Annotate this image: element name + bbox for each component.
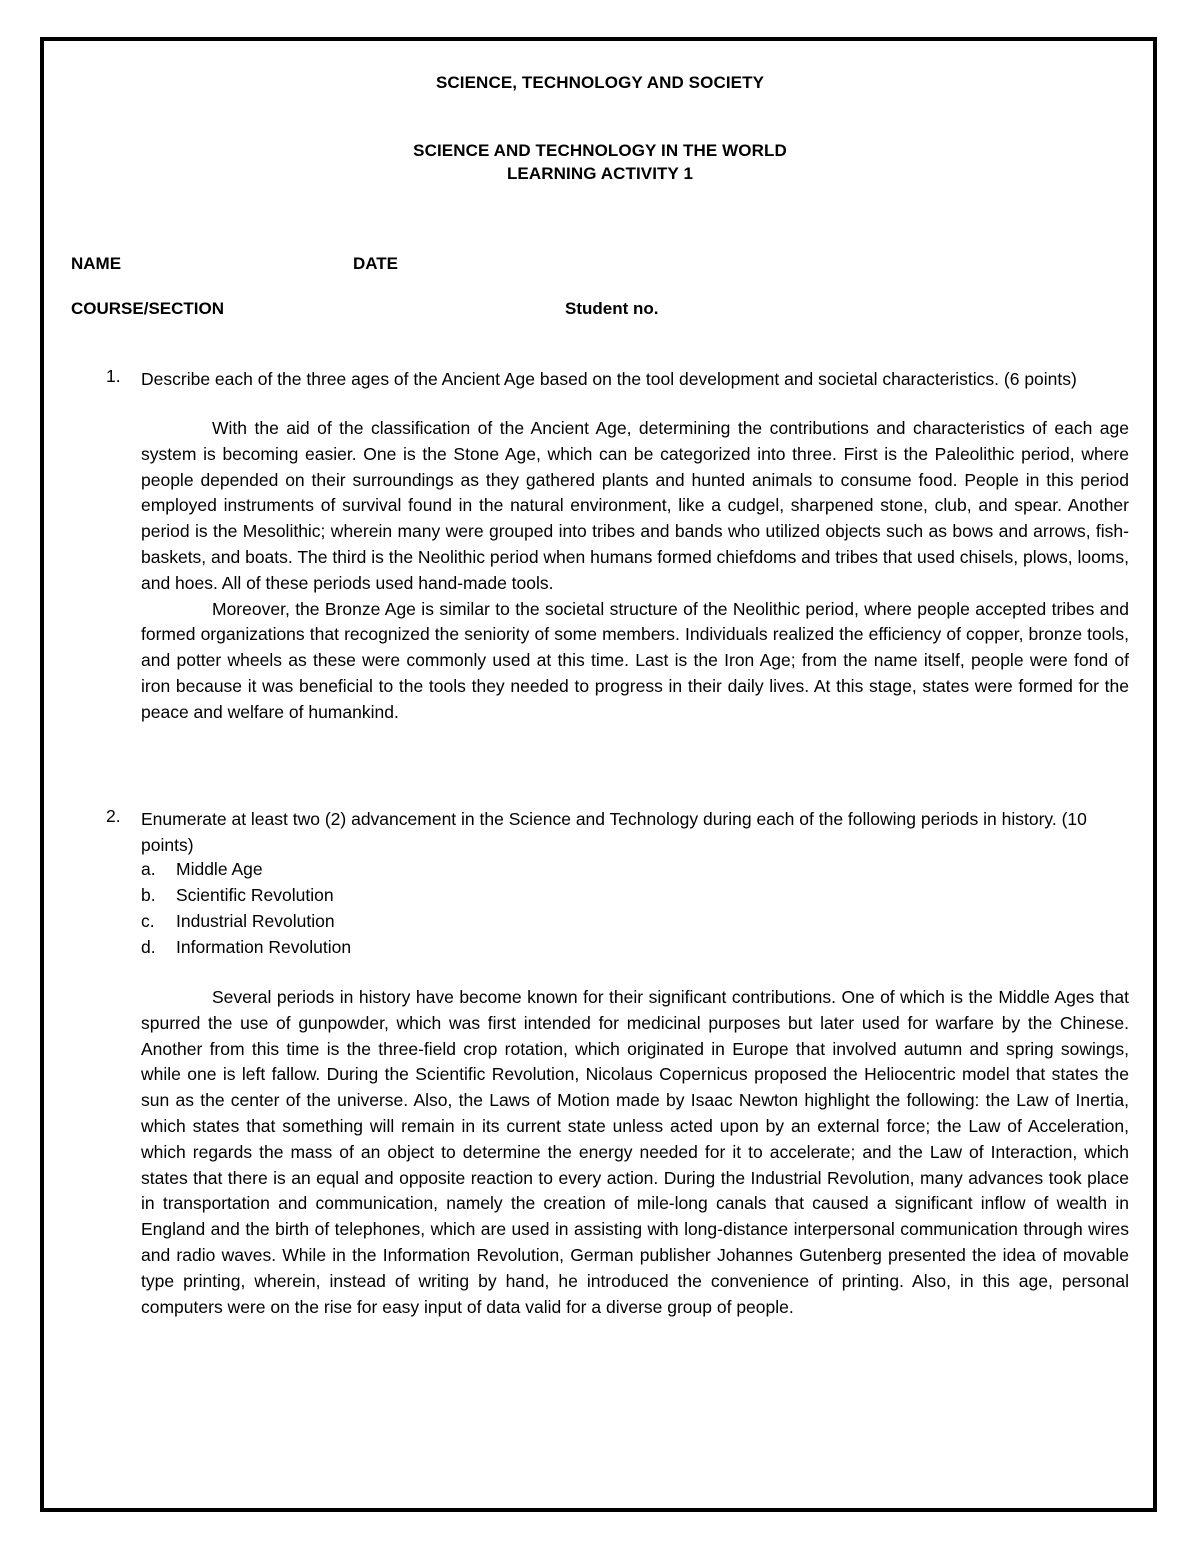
- date-label: DATE: [353, 254, 399, 273]
- course-section-label: COURSE/SECTION: [71, 299, 225, 318]
- list-item: [141, 908, 351, 934]
- list-item: [141, 856, 351, 882]
- course-title: SCIENCE, TECHNOLOGY AND SOCIETY: [435, 73, 765, 92]
- list-item-label: Middle Age: [176, 859, 263, 879]
- answer-1-paragraph-2: Moreover, the Bronze Age is similar to the societal structure of the Neolithic period, where people accepted tribes and formed organizations that recognized the seniority of some members. Individuals realized the efficiency of copper, bronze tools, and potter wheels as these were commonly used at this time. Last is the Iron Age; from the name itself, people were fond of iron because it was beneficial to the tools they needed to progress in their daily lives. At this stage, states were formed for the peace and welfare of humankind.: [141, 598, 1129, 722]
- list-item: [141, 882, 351, 908]
- list-item: [141, 934, 351, 960]
- period-list: [141, 856, 351, 960]
- answer-2-paragraph-1: Several periods in history have become known for their significant contributions. One of which is the Middle Ages that spurred the use of gunpowder, which was first intended for medicinal purposes but later used for warfare by the Chinese. Another from this time is the three-field crop rotation, which originated in Europe that involved autumn and spring sowings, while one is left fallow. During the Scientific Revolution, Nicolaus Copernicus proposed the Heliocentric model that states the sun as the center of the universe. Also, the Laws of Motion made by Isaac Newton highlight the following: the Law of Inertia, which states that something will remain in its current state unless acted upon by an external force; the Law of Acceleration, which regards the mass of an object to determine the energy needed for it to accelerate; and the Law of Interaction, which states that there is an equal and opposite reaction to every action. During the Industrial Revolution, many advances took place in transportation and communication, namely the creation of mile-long canals that caused a significant inflow of wealth in England and the birth of telephones, which are used in assisting with long-distance interpersonal communication through wires and radio waves. While in the Information Revolution, German publisher Johannes Gutenberg presented the idea of movable type printing, wherein, instead of writing by hand, he introduced the convenience of printing. Also, in this age, personal computers were on the rise for easy input of data valid for a diverse group of people.: [141, 987, 1129, 1317]
- list-item-letter: c.: [141, 911, 155, 931]
- question-2-answer: [141, 985, 1129, 1320]
- question-1-number: 1.: [106, 366, 121, 386]
- list-item-label: Industrial Revolution: [176, 911, 335, 931]
- answer-1-paragraph-1: With the aid of the classification of the Ancient Age, determining the contributions and characteristics of each age system is becoming easier. One is the Stone Age, which can be categorized into three. First is the Paleolithic period, where people depended on their surroundings as they gathered plants and hunted animals to consume food. People in this period employed instruments of survival found in the natural environment, like a cudgel, sharpened stone, club, and spear. Another period is the Mesolithic; wherein many were grouped into tribes and bands who utilized objects such as bows and arrows, fish-baskets, and boats. The third is the Neolithic period when humans formed chiefdoms and tribes that used chisels, plows, looms, and hoes. All of these periods used hand-made tools.: [141, 418, 1129, 593]
- question-1-text: Describe each of the three ages of the Ancient Age based on the tool development and societal characteristics. (6 points): [141, 369, 1077, 389]
- activity-title: LEARNING ACTIVITY 1: [506, 164, 694, 183]
- list-item-label: Scientific Revolution: [176, 885, 334, 905]
- student-no-label: Student no.: [565, 299, 659, 318]
- list-item-letter: b.: [141, 885, 156, 905]
- list-item-letter: a.: [141, 859, 156, 879]
- list-item-letter: d.: [141, 937, 156, 957]
- topic-title: SCIENCE AND TECHNOLOGY IN THE WORLD: [413, 141, 787, 160]
- name-label: NAME: [71, 254, 122, 273]
- list-item-label: Information Revolution: [176, 937, 352, 957]
- question-2-number: 2.: [106, 806, 121, 826]
- question-2-text: Enumerate at least two (2) advancement in the Science and Technology during each of the following periods in history. (10 points): [141, 809, 1087, 855]
- question-1-answer: [141, 416, 1129, 726]
